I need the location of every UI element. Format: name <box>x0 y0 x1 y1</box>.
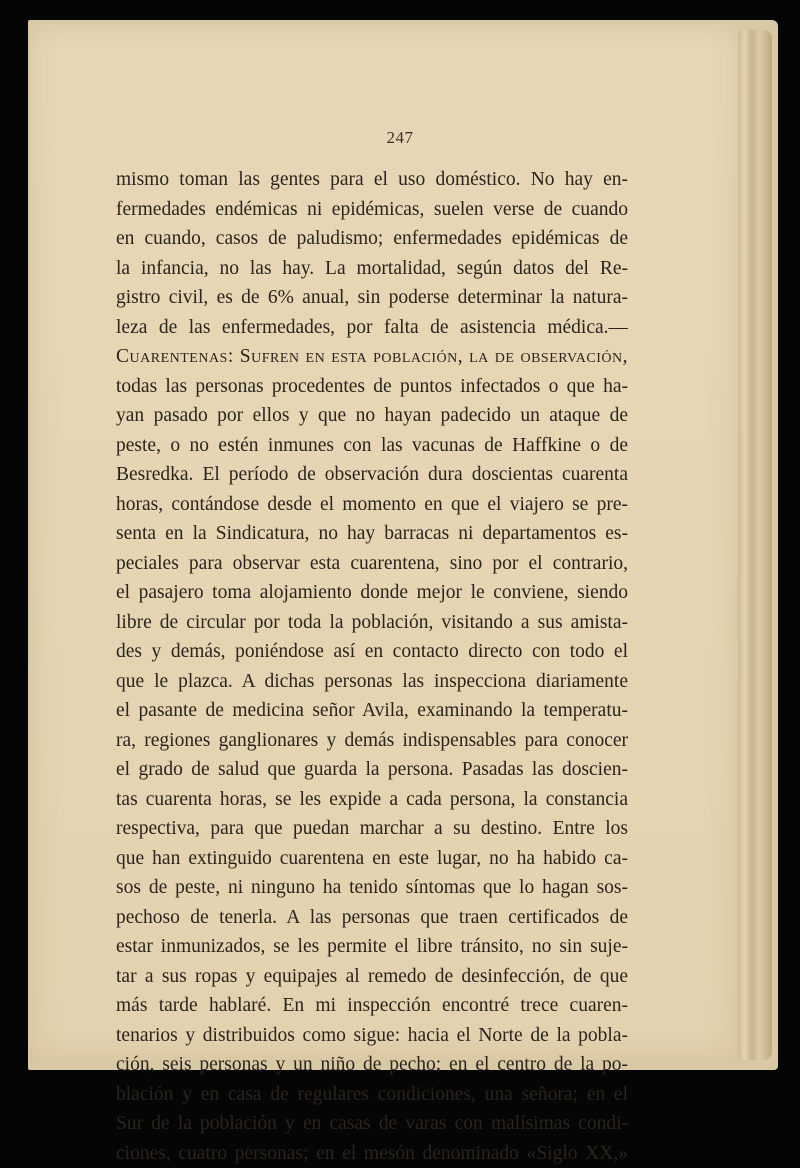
text-line: Besredka. El período de observación dura doscientas cuarenta <box>116 460 628 490</box>
text-line: pechoso de tenerla. A las personas que traen certificados de <box>116 903 628 933</box>
text-line: fermedades endémicas ni epidémicas, suelen verse de cuando <box>116 195 628 225</box>
text-line: más tarde hablaré. En mi inspección encontré trece cuaren- <box>116 991 628 1021</box>
text-line: ciones, cuatro personas; en el mesón denominado «Siglo XX,» <box>116 1139 628 1168</box>
text-line: estar inmunizados, se les permite el libre tránsito, no sin suje- <box>116 932 628 962</box>
text-line: que han extinguido cuarentena en este lugar, no ha habido ca- <box>116 844 628 874</box>
text-line: des y demás, poniéndose así en contacto directo con todo el <box>116 637 628 667</box>
text-line: respectiva, para que puedan marchar a su destino. Entre los <box>116 814 628 844</box>
text-line: peciales para observar esta cuarentena, sino por el contrario, <box>116 549 628 579</box>
text-line: tenarios y distribuidos como sigue: hacia el Norte de la pobla- <box>116 1021 628 1051</box>
text-line: leza de las enfermedades, por falta de asistencia médica.— <box>116 313 628 343</box>
text-line: blación y en casa de regulares condiciones, una señora; en el <box>116 1080 628 1110</box>
text-line: el pasajero toma alojamiento donde mejor le conviene, siendo <box>116 578 628 608</box>
text-line: el pasante de medicina señor Avila, examinando la temperatu- <box>116 696 628 726</box>
text-line: Cuarentenas: Sufren en esta población, la de observación, <box>116 342 628 372</box>
text-line: Sur de la población y en casas de varas con malísimas condi- <box>116 1109 628 1139</box>
text-line: todas las personas procedentes de puntos infectados o que ha- <box>116 372 628 402</box>
text-line: yan pasado por ellos y que no hayan padecido un ataque de <box>116 401 628 431</box>
text-line: que le plazca. A dichas personas las inspecciona diariamente <box>116 667 628 697</box>
text-line: la infancia, no las hay. La mortalidad, según datos del Re- <box>116 254 628 284</box>
text-line: ra, regiones ganglionares y demás indispensables para conocer <box>116 726 628 756</box>
text-line: tar a sus ropas y equipajes al remedo de desinfección, de que <box>116 962 628 992</box>
text-line: peste, o no estén inmunes con las vacunas de Haffkine o de <box>116 431 628 461</box>
text-line: ción, seis personas y un niño de pecho; en el centro de la po- <box>116 1050 628 1080</box>
page-number: 247 <box>0 128 800 148</box>
text-line: sos de peste, ni ninguno ha tenido síntomas que lo hagan sos- <box>116 873 628 903</box>
text-line: senta en la Sindicatura, no hay barracas ni departamentos es- <box>116 519 628 549</box>
text-line: horas, contándose desde el momento en que el viajero se pre- <box>116 490 628 520</box>
text-line: libre de circular por toda la población, visitando a sus amista- <box>116 608 628 638</box>
body-text <box>116 165 628 1168</box>
text-line: mismo toman las gentes para el uso doméstico. No hay en- <box>116 165 628 195</box>
text-line: gistro civil, es de 6% anual, sin poderse determinar la natura- <box>116 283 628 313</box>
text-line: el grado de salud que guarda la persona. Pasadas las doscien- <box>116 755 628 785</box>
text-line: en cuando, casos de paludismo; enfermedades epidémicas de <box>116 224 628 254</box>
text-line: tas cuarenta horas, se les expide a cada persona, la constancia <box>116 785 628 815</box>
